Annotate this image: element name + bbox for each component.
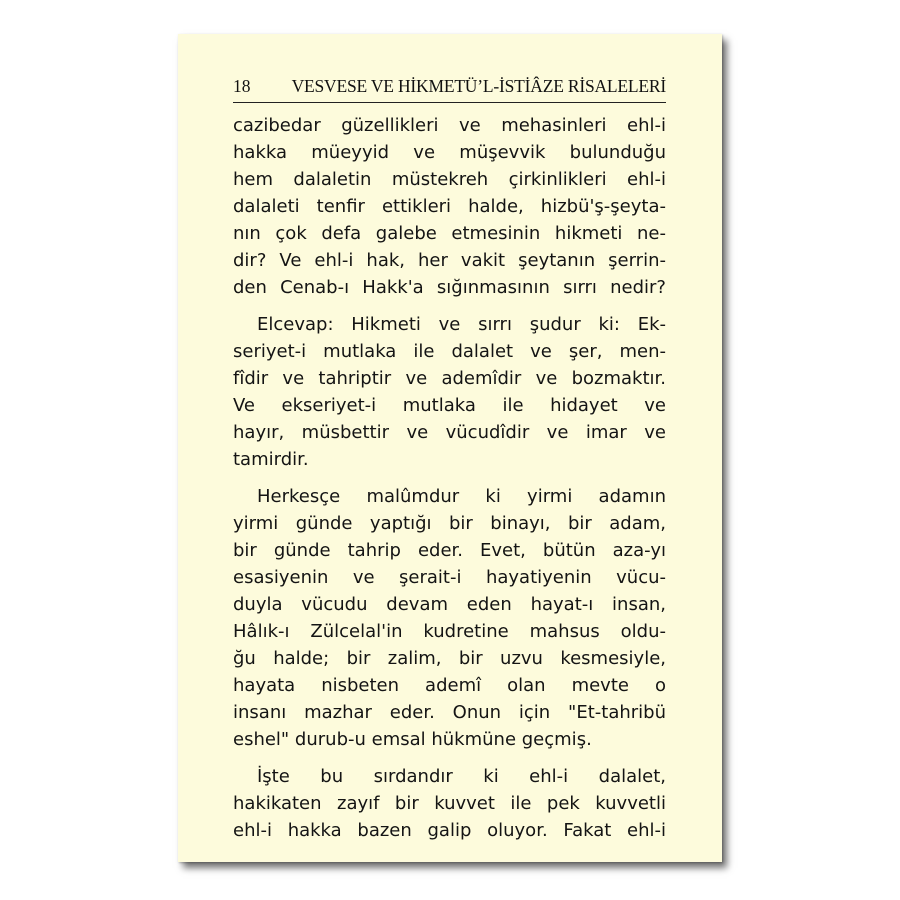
text-line: dalaleti tenfir ettikleri halde, hizbü'ş-şeyta- bbox=[233, 196, 666, 217]
body-text bbox=[233, 112, 666, 844]
text-line: tamirdir. bbox=[233, 449, 309, 470]
text-line: ğu halde; bir zalim, bir uzvu kesmesiyle, bbox=[233, 648, 666, 669]
paragraph-4 bbox=[233, 763, 666, 844]
text-line: nın çok defa galebe etmesinin hikmeti ne- bbox=[233, 223, 666, 244]
text-line: Ve ekseriyet-i mutlaka ile hidayet ve bbox=[233, 395, 666, 416]
text-line: hakka müeyyid ve müşevvik bulunduğu bbox=[233, 142, 666, 163]
text-line: eshel" durub-u emsal hükmüne geçmiş. bbox=[233, 729, 592, 750]
text-line: Herkesçe malûmdur ki yirmi adamın bbox=[257, 486, 666, 507]
text-line: insanı mazhar eder. Onun için "Et-tahribü bbox=[233, 702, 666, 723]
text-line: hem dalaletin müstekreh çirkinlikleri ehl-i bbox=[233, 169, 666, 190]
text-line: seriyet-i mutlaka ile dalalet ve şer, men- bbox=[233, 341, 666, 362]
paragraph-2 bbox=[233, 311, 666, 473]
book-page bbox=[178, 34, 722, 862]
text-line: Hâlık-ı Zülcelal'in kudretine mahsus oldu- bbox=[233, 621, 666, 642]
paragraph-1 bbox=[233, 112, 666, 301]
text-line: cazibedar güzellikleri ve mehasinleri ehl-i bbox=[233, 115, 666, 136]
text-line: hakikaten zayıf bir kuvvet ile pek kuvvetli bbox=[233, 793, 666, 814]
text-line: hayır, müsbettir ve vücudîdir ve imar ve bbox=[233, 422, 666, 443]
page-header bbox=[233, 74, 666, 103]
text-line: bir günde tahrip eder. Evet, bütün aza-yı bbox=[233, 540, 666, 561]
text-line: İşte bu sırdandır ki ehl-i dalalet, bbox=[257, 766, 666, 787]
text-line: den Cenab-ı Hakk'a sığınmasının sırrı nedir? bbox=[233, 277, 666, 298]
paragraph-3 bbox=[233, 483, 666, 753]
text-line: ehl-i hakka bazen galip oluyor. Fakat ehl-i bbox=[233, 820, 666, 841]
text-line: esasiyenin ve şerait-i hayatiyenin vücu- bbox=[233, 567, 666, 588]
running-title: VESVESE VE HİKMETÜ’L-İSTİÂZE RİSALELERİ bbox=[291, 76, 666, 96]
text-line: hayata nisbeten ademî olan mevte o bbox=[233, 675, 666, 696]
text-line: duyla vücudu devam eden hayat-ı insan, bbox=[233, 594, 666, 615]
page-number: 18 bbox=[233, 76, 251, 96]
text-line: fîdir ve tahriptir ve ademîdir ve bozmaktır. bbox=[233, 368, 666, 389]
text-line: yirmi günde yaptığı bir binayı, bir adam, bbox=[233, 513, 666, 534]
text-line: Elcevap: Hikmeti ve sırrı şudur ki: Ek- bbox=[257, 314, 666, 335]
text-line: dir? Ve ehl-i hak, her vakit şeytanın şerrin- bbox=[233, 250, 666, 271]
